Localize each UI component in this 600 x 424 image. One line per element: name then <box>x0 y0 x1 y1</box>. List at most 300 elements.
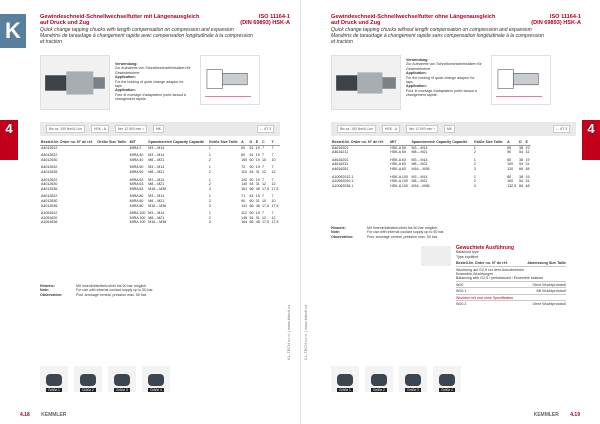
note-key: Note: <box>40 288 50 293</box>
size-label: Größe 2 <box>373 388 385 392</box>
note-key: Observation: <box>331 234 354 239</box>
table-row <box>40 220 280 225</box>
option-col: Abmessung Size Taille <box>527 261 566 266</box>
table-cell: MIRA 63 <box>129 177 144 182</box>
table-cell: 2 <box>473 179 476 184</box>
column-header: Spannbereich Capacity Capacité <box>411 140 473 145</box>
column-header: Spannbereich Capacity Capacité <box>147 140 208 145</box>
table-cell: 60 <box>241 153 246 158</box>
note-value: Mit Innenkühlmittelzufuhr bis 50 bar möglich. <box>367 226 439 230</box>
table-cell: 7 <box>262 177 265 182</box>
table-cell: M16 – M36 <box>148 186 167 191</box>
column-header: MIT <box>389 140 410 145</box>
table-cell: 7 <box>271 165 274 170</box>
table-cell: A4012636 <box>41 203 58 208</box>
right-drawing <box>491 55 551 105</box>
table-cell: 66 <box>249 220 254 225</box>
table-cell: 50 <box>249 165 254 170</box>
table-cell: 31 <box>525 150 530 155</box>
table-cell: 3 <box>208 186 211 191</box>
usage-line: Application: <box>115 75 136 80</box>
option-cell: Balancing with G2,5 / prebalanced / Ensemble balance <box>456 276 544 281</box>
column-header: Bestell-Nr. Order no. N° de réf. <box>40 140 96 145</box>
size-thumb <box>365 366 393 392</box>
note-row <box>40 293 280 297</box>
table-cell: 7 <box>262 145 265 150</box>
table-cell: 66 <box>518 166 523 171</box>
option-cell: Mit Wuchtprotokoll <box>536 289 566 294</box>
table-cell: MIRA 50 <box>129 165 144 170</box>
option-title: Gewuchtete Ausführung <box>456 245 514 251</box>
table-cell: 31 <box>255 169 260 174</box>
table-cell: A1051620 <box>41 215 58 220</box>
section-tab <box>582 120 600 160</box>
table-cell: MIRA 63 <box>129 186 144 191</box>
table-cell: 19 <box>255 145 260 150</box>
size-thumb <box>331 366 359 392</box>
table-cell: HSK-A 100 <box>390 183 408 188</box>
note-value: Mit Innenkühlmittelzufuhr bis 50 bar möglich. <box>76 284 148 288</box>
table-cell: 1 <box>208 211 211 216</box>
right-code-block <box>511 14 581 26</box>
table-cell: HSK-A 63 <box>390 157 406 162</box>
left-chuck-photo <box>40 55 110 110</box>
right-title-line-2: auf Druck und Zug <box>331 20 381 27</box>
table-cell: 80 <box>507 174 512 179</box>
adaptor-icon <box>46 374 62 386</box>
table-cell: 38 <box>518 145 523 150</box>
table-cell: M8 – M21 <box>148 215 165 220</box>
table-cell: 112 <box>241 211 247 216</box>
page-number: 4.19 <box>570 412 580 418</box>
table-cell: 60 <box>249 157 254 162</box>
right-code-1: ISO 11164-1 <box>549 14 581 20</box>
table-cell: A1051636 <box>41 220 58 225</box>
size-label: Größe 3 <box>407 388 419 392</box>
option-cell: W20.2 <box>456 302 467 307</box>
column-header: Größe Size Taille <box>208 140 240 145</box>
right-page <box>300 0 600 424</box>
left-subtitle-3: et traction <box>40 38 62 45</box>
table-cell: 132,5 <box>507 183 517 188</box>
table-cell: 10 <box>262 198 267 203</box>
table-cell: 54 <box>518 162 523 167</box>
table-cell: 7 <box>262 194 265 199</box>
table-cell: 1 <box>208 153 211 158</box>
table-cell: 146 <box>241 215 248 220</box>
table-cell: A1051612 <box>41 211 58 216</box>
table-cell: 1 <box>208 177 211 182</box>
column-header: Größe Size Taille <box>473 140 506 145</box>
table-cell: M3 – M14 <box>411 145 428 150</box>
table-cell: 19 <box>255 153 260 158</box>
table-cell: A10062036.1 <box>332 183 354 188</box>
table-cell: A10062012.1 <box>332 174 354 179</box>
left-drawing <box>200 55 260 105</box>
size-label: Größe 4 <box>150 388 162 392</box>
table-cell: 12 <box>271 169 276 174</box>
table-cell: 60 <box>241 145 246 150</box>
table-cell: A4012622 <box>41 153 58 158</box>
table-cell: M3 – M14 <box>148 153 165 158</box>
table-cell: 65 <box>507 157 512 162</box>
table-cell: 17,5 <box>262 220 270 225</box>
table-cell: M8 – M21 <box>411 162 428 167</box>
left-header <box>40 14 290 45</box>
usage-line: taps <box>115 84 122 89</box>
table-cell: 19 <box>255 211 260 216</box>
table-cell: 50 <box>249 211 254 216</box>
table-cell: HSK-A 100 <box>390 179 408 184</box>
table-cell: M16 – M36 <box>148 220 167 225</box>
table-cell: 12 <box>262 169 267 174</box>
table-cell: 54 <box>249 182 254 187</box>
table-cell: 110 <box>241 169 247 174</box>
option-cell: Wuchten mit und ohne Spezifikation <box>456 295 514 300</box>
column-header: D <box>518 140 524 145</box>
table-cell: 54 <box>518 150 523 155</box>
table-cell: 66 <box>249 186 254 191</box>
table-cell: 7 <box>271 145 274 150</box>
table-cell: M16 – M36 <box>148 203 167 208</box>
table-cell: 60 <box>249 198 254 203</box>
spec-chip: HSK - A <box>382 125 400 133</box>
table-cell: 1 <box>473 157 476 162</box>
table-cell: 164 <box>241 220 248 225</box>
table-cell <box>96 220 128 225</box>
table-cell: 120 <box>507 166 514 171</box>
table-cell: 17,5 <box>271 220 279 225</box>
usage-line: Gewindebohrer <box>406 66 431 71</box>
table-cell: MIRA 80 <box>129 194 144 199</box>
table-header-row <box>331 140 531 145</box>
usage-line: Zur Aufnahme von Schnellwechseleinsätzen für <box>115 66 191 71</box>
table-cell: M8 – M21 <box>148 182 165 187</box>
table-cell: A4012630 <box>41 198 58 203</box>
option-subtitle: Type équilibré <box>456 254 479 259</box>
table-cell: 38 <box>518 174 523 179</box>
left-vertical-credit: KL-TECH s.r.o. | www.kltech.cz <box>286 304 291 360</box>
table-cell: 31 <box>255 198 260 203</box>
right-vertical-credit: KL-TECH s.r.o. | www.kltech.cz <box>303 304 308 360</box>
size-thumb <box>433 366 461 392</box>
table-cell: M3 – M14 <box>411 157 428 162</box>
table-cell: 19 <box>525 157 530 162</box>
right-product-table <box>331 140 531 188</box>
right-usage <box>406 58 491 98</box>
right-size-thumbnails <box>331 366 461 392</box>
table-cell: A4012635 <box>41 169 58 174</box>
usage-line: changement rapide. <box>115 97 147 102</box>
kemmler-logo: K <box>0 14 26 48</box>
column-header: A <box>240 140 248 145</box>
adaptor-icon <box>337 374 353 386</box>
brand-name: KEMMLER <box>533 412 559 418</box>
table-cell: A10062020.1 <box>332 179 354 184</box>
balanced-chuck-photo <box>421 246 451 266</box>
table-cell: HSK-A 50 <box>390 150 406 155</box>
table-cell: 2 <box>473 162 476 167</box>
left-notes <box>40 284 280 297</box>
right-code-2: (DIN 69893) HSK-A <box>531 20 581 26</box>
table-cell: 19 <box>255 165 260 170</box>
usage-line: Application: <box>115 88 136 93</box>
option-row <box>456 300 566 306</box>
table-cell: 48 <box>255 203 260 208</box>
table-cell: 2 <box>208 198 211 203</box>
table-cell: MIRA 2 <box>129 145 142 150</box>
table-cell: 1 <box>473 174 476 179</box>
usage-line: Pour le montage d'adaptateur porte-taraud à <box>115 92 186 97</box>
size-label: Größe 2 <box>82 388 94 392</box>
table-cell: 12 <box>262 182 267 187</box>
table-cell: 50 <box>249 177 254 182</box>
table-cell: HSK-A 63 <box>390 162 406 167</box>
table-cell: M8 – M21 <box>148 169 165 174</box>
left-code-2: (DIN 69893) HSK-A <box>240 20 290 26</box>
table-cell: 31 <box>255 215 260 220</box>
spec-chip: Nm 12.500 min⁻¹ <box>406 125 438 133</box>
spec-chip: Nm 12.500 min⁻¹ <box>115 125 147 133</box>
size-thumb <box>40 366 68 392</box>
spec-chip: HSK - A <box>91 125 109 133</box>
spec-chip: ← AT 3 <box>553 125 570 133</box>
usage-line: For the holding of quick change adaptor for <box>115 79 184 84</box>
table-cell: 48 <box>255 220 260 225</box>
right-notes <box>331 226 571 239</box>
note-key: Hinweis: <box>40 284 55 288</box>
table-cell: 66 <box>249 203 254 208</box>
column-header: Bestell-Nr. Order no. N° de réf. <box>331 140 389 145</box>
left-subtitle-2: Mandrins de taraudage à changement rapide avec compensation longitudinale à la compression <box>40 32 253 39</box>
table-cell: A4012612 <box>41 145 58 150</box>
table-cell: 161 <box>241 186 248 191</box>
table-cell: A4616201 <box>332 157 349 162</box>
balanced-option <box>456 246 566 306</box>
table-cell: M3 – M14 <box>411 174 428 179</box>
table-cell: HSK-A 50 <box>390 145 406 150</box>
table-cell: A4616211 <box>332 162 349 167</box>
table-cell: 17,5 <box>262 203 270 208</box>
table-cell: 100 <box>507 179 514 184</box>
table-cell: MIRA 63 <box>129 182 144 187</box>
table-cell: 2 <box>208 169 211 174</box>
size-thumb <box>142 366 170 392</box>
table-cell: 54 <box>249 169 254 174</box>
table-cell: A4616251 <box>332 166 349 171</box>
table-cell: 1 <box>208 145 211 150</box>
table-cell: 7 <box>271 194 274 199</box>
right-chuck-photo <box>331 55 401 110</box>
table-cell: 100 <box>507 162 514 167</box>
table-cell: 61 <box>249 153 254 158</box>
table-cell: 19 <box>255 194 260 199</box>
table-cell: 2 <box>473 150 476 155</box>
section-tab-number: 4 <box>5 121 13 136</box>
table-cell: 100 <box>241 157 248 162</box>
usage-line: Zur Aufnahme von Schnellwechseleinsätzen für <box>406 62 482 67</box>
option-cell: W20 <box>456 282 464 287</box>
table-cell: 48 <box>255 186 260 191</box>
technical-drawing-icon <box>492 56 550 104</box>
table-cell: 38 <box>518 157 523 162</box>
table-cell: 17,5 <box>271 203 279 208</box>
brand-name: KEMMLER <box>41 412 67 418</box>
size-thumb <box>399 366 427 392</box>
table-cell: 31 <box>525 179 530 184</box>
table-cell: MIRA 100 <box>129 215 146 220</box>
table-cell: 10 <box>262 157 267 162</box>
note-value: For use with internal coolant supply up to 50 bar. <box>76 288 154 293</box>
usage-line: changement rapide. <box>406 93 438 98</box>
note-value: Pour arrosage central, pression max. 50 bar. <box>367 234 438 239</box>
right-subtitle-3: et traction <box>331 38 353 45</box>
spec-chip: MK <box>444 125 455 133</box>
adaptor-icon <box>371 374 387 386</box>
option-cell: Wuchtung auf G2,5 vor dem Aufzubehören <box>456 267 525 272</box>
table-cell: 7 <box>271 211 274 216</box>
size-label: Größe 3 <box>116 388 128 392</box>
table-cell: HSK-A 100 <box>390 174 408 179</box>
note-value: For use with internal coolant supply up to 50 bar. <box>367 230 445 235</box>
size-label: Größe 4 <box>441 388 453 392</box>
table-cell: A4012630 <box>41 182 58 187</box>
right-footer <box>534 412 580 418</box>
table-cell: A4012632 <box>41 165 58 170</box>
option-cell: W20.1 <box>456 289 467 294</box>
table-cell: 10 <box>271 198 276 203</box>
column-header: T <box>270 140 280 145</box>
table-cell: 19 <box>255 177 260 182</box>
table-cell: A4616201 <box>332 145 349 150</box>
column-header: A <box>506 140 518 145</box>
table-cell: A4012630 <box>41 157 58 162</box>
table-cell: 3 <box>208 203 211 208</box>
size-thumb <box>74 366 102 392</box>
size-thumb <box>108 366 136 392</box>
table-cell: 141 <box>241 203 248 208</box>
table-cell: 71 <box>241 194 246 199</box>
table-cell: A4012636 <box>41 186 58 191</box>
chuck-photo-icon <box>41 56 109 109</box>
right-spec-strip <box>331 122 576 136</box>
table-cell: 140 <box>241 182 248 187</box>
table-cell: 7 <box>271 177 274 182</box>
adaptor-icon <box>148 374 164 386</box>
right-subtitle-2: Mandrins de taraudage à changement rapide sans compensation longitudinale à la compression <box>331 32 544 39</box>
table-cell: M8 – M21 <box>148 157 165 162</box>
table-cell: MIRA 80 <box>129 198 144 203</box>
table-cell: 2 <box>208 215 211 220</box>
table-cell: 31 <box>255 182 260 187</box>
table-cell: 2 <box>208 157 211 162</box>
usage-line: Verwendung: <box>406 58 429 62</box>
table-cell: MIRA 80 <box>129 203 144 208</box>
table-cell: 90 <box>241 198 246 203</box>
usage-line: Application: <box>406 84 427 89</box>
table-cell: MIRA 40 <box>129 153 144 158</box>
table-cell: M8 – M21 <box>411 179 428 184</box>
left-code-block <box>220 14 290 26</box>
usage-line: Application: <box>406 71 427 76</box>
table-cell: 54 <box>249 215 254 220</box>
table-cell: 48 <box>525 183 530 188</box>
option-cell: Ohne Wuchtprotokoll <box>532 282 566 287</box>
left-title-line-2: auf Druck und Zug <box>40 20 90 27</box>
option-col: Bestell-Nr. Order no. N° de réf. <box>456 261 508 266</box>
table-cell: 61 <box>249 194 254 199</box>
adaptor-icon <box>439 374 455 386</box>
table-cell: MIRA 100 <box>129 211 146 216</box>
table-cell: 102 <box>241 177 248 182</box>
right-title-line-1: Gewindeschneid-Schnellwechselfutter ohne Längenausgleich <box>331 14 496 20</box>
usage-line: For the holding of quick change adaptor for <box>406 75 475 80</box>
right-header <box>331 14 581 45</box>
note-key: Note: <box>331 230 341 235</box>
table-cell: HSK-A 63 <box>390 166 406 171</box>
left-usage <box>115 62 200 102</box>
column-header: E <box>255 140 261 145</box>
note-row <box>331 235 571 239</box>
table-cell: M3 – M14 <box>148 177 165 182</box>
table-cell: MIRA 100 <box>129 220 146 225</box>
table-cell: 12 <box>271 182 276 187</box>
table-cell: M3 – M14 <box>148 211 165 216</box>
table-cell: M3 – M14 <box>148 194 165 199</box>
option-cell: Ensemble-Wuchtungen <box>456 272 494 277</box>
table-cell: M8 – M21 <box>411 150 428 155</box>
table-cell: 61 <box>249 145 254 150</box>
table-cell: M16 – M36 <box>411 166 430 171</box>
table-cell: 7 <box>271 153 274 158</box>
option-cell: Ohne Wuchtprotokoll <box>532 302 566 307</box>
table-cell: 3 <box>473 183 476 188</box>
table-cell: 2 <box>208 182 211 187</box>
usage-line: Gewindebohrer <box>115 70 140 75</box>
table-cell: A4616211 <box>332 150 349 155</box>
left-spec-strip <box>40 122 280 136</box>
table-cell: MIRA 40 <box>129 157 144 162</box>
column-header: C <box>261 140 270 145</box>
table-cell: MIRA 50 <box>129 169 144 174</box>
spec-chip: MK <box>153 125 164 133</box>
table-cell: 10 <box>271 157 276 162</box>
table-cell: 48 <box>525 166 530 171</box>
left-title-line-1: Gewindeschneid-Schnellwechselfutter mit Längenausgleich <box>40 14 200 20</box>
adaptor-icon <box>405 374 421 386</box>
usage-line: Pour le montage d'adaptateur porte-taraud à <box>406 88 477 93</box>
table-cell: 72 <box>241 165 246 170</box>
technical-drawing-icon <box>201 56 259 104</box>
table-cell: 65 <box>507 145 512 150</box>
table-cell: 12 <box>262 215 267 220</box>
table-cell: 19 <box>255 157 260 162</box>
size-label: Größe 1 <box>48 388 60 392</box>
left-subtitle-1: Quick change tapping chucks with length compensation on compression and expansion <box>40 26 234 33</box>
usage-line: Verwendung: <box>115 62 138 66</box>
left-code-1: ISO 11164-1 <box>258 14 290 20</box>
table-cell: 31 <box>525 162 530 167</box>
table-cell: 66 <box>518 183 523 188</box>
table-cell: M8 – M21 <box>148 198 165 203</box>
adaptor-icon <box>80 374 96 386</box>
note-key: Observation: <box>40 292 63 297</box>
section-tab <box>0 120 18 160</box>
table-cell: A4012622 <box>41 177 58 182</box>
table-cell: 3 <box>473 166 476 171</box>
table-cell: 17,5 <box>262 186 270 191</box>
note-key: Hinweis: <box>331 226 346 230</box>
